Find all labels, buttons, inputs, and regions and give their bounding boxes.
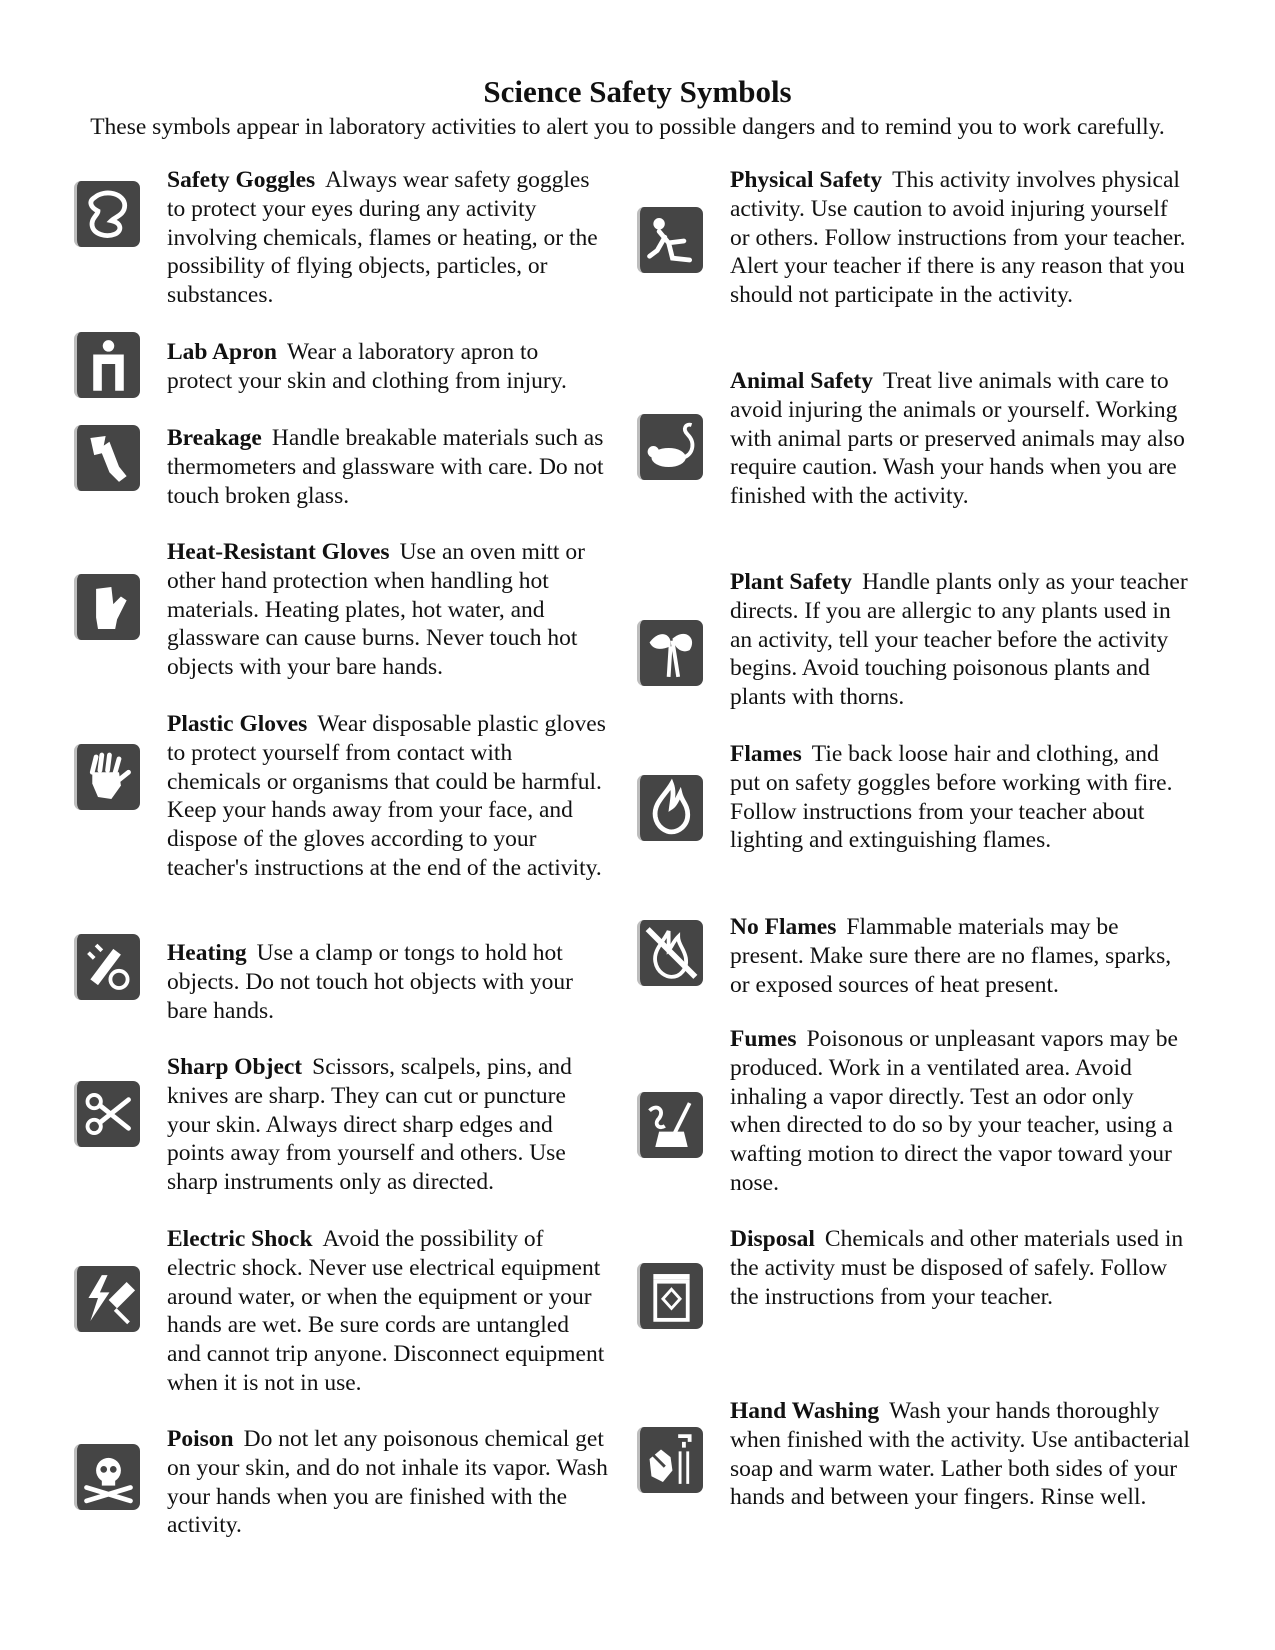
electric-shock-icon [74,1266,140,1332]
entry-body: Tie back loose hair and clothing, and put on safety goggles before working with fire. Follow instructions from your teacher about lighting and extinguishing flames. [730,741,1173,854]
entry-heading: Electric Shock [167,1226,313,1252]
page-subtitle: These symbols appear in laboratory activities to alert you to possible dangers and to remind you to work carefully. [90,114,1165,140]
disposal-icon [637,1263,703,1329]
entry-body: Do not let any poisonous chemical get on your skin, and do not inhale its vapor. Wash your hands when you are finished with the activity. [167,1426,608,1539]
animal-safety-icon [637,414,703,480]
entry-body: Flammable materials may be present. Make sure there are no flames, sparks, or exposed sources of heat present. [730,914,1172,998]
entry-heading: Plant Safety [730,569,853,595]
entry-body: Always wear safety goggles to protect your eyes during any activity involving chemicals, flames or heating, or the possibility of flying objects, particles, or substances. [167,167,598,309]
entry-heading: Hand Washing [730,1398,880,1424]
entry-body: Scissors, scalpels, pins, and knives are sharp. They can cut or puncture your skin. Always direct sharp edges and points away from yourself and others. Use sharp instruments only as directed. [167,1054,572,1196]
no-flames-icon [637,920,703,986]
entry-body: Use an oven mitt or other hand protection when handling hot materials. Heating plates, hot water, and glassware can cause burns. Never touch hot objects with your bare hands. [167,539,585,681]
entry-heading: Safety Goggles [167,167,316,193]
entry-heading: Breakage [167,425,262,451]
heating-icon [74,934,140,1000]
safety-goggles-icon [74,181,140,247]
entry-heading: Animal Safety [730,368,873,394]
physical-safety-icon [637,207,703,273]
entry-heading: Physical Safety [730,167,883,193]
entry-heading: Disposal [730,1226,815,1252]
poison-icon [74,1444,140,1510]
entry-heading: Heat-Resistant Gloves [167,539,390,565]
fumes-icon [637,1092,703,1158]
lab-apron-icon [74,332,140,398]
entry-body: Treat live animals with care to avoid injuring the animals or yourself. Working with animal parts or preserved animals may also require caution. Wash your hands when you are finished with the activity. [730,368,1185,510]
entry-heading: Poison [167,1426,234,1452]
page-title: Science Safety Symbols [483,74,792,109]
entry-body: Wash your hands thoroughly when finished with the activity. Use antibacterial soap and warm water. Lather both sides of your hands and between your fingers. Rinse well. [730,1398,1190,1511]
entry-body: Handle breakable materials such as thermometers and glassware with care. Do not touch broken glass. [167,425,604,509]
entry-body: Chemicals and other materials used in the activity must be disposed of safely. Follow the instructions from your teacher. [730,1226,1184,1310]
entry-heading: Fumes [730,1026,797,1052]
entry-body: Avoid the possibility of electric shock. Never use electrical equipment around water, or when the equipment or your hands are wet. Be sure cords are untangled and cannot trip anyone. Disconnect equipment when it is not in use. [167,1226,605,1396]
flames-icon [637,775,703,841]
entry-body: Poisonous or unpleasant vapors may be produced. Work in a ventilated area. Avoid inhaling a vapor directly. Test an odor only when directed to do so by your teacher, using a wafting motion to direct the vapor toward your nose. [730,1026,1178,1196]
entry-body: Wear disposable plastic gloves to protect yourself from contact with chemicals or organisms that could be harmful. Keep your hands away from your face, and dispose of the gloves according to your teacher's instructions at the end of the activity. [167,711,606,881]
heat-resistant-gloves-icon [74,574,140,640]
entry-heading: Plastic Gloves [167,711,308,737]
entry-heading: Flames [730,741,802,767]
hand-washing-icon [637,1427,703,1493]
plant-safety-icon [637,620,703,686]
entry-heading: Lab Apron [167,339,277,365]
entry-heading: No Flames [730,914,837,940]
entry-heading: Sharp Object [167,1054,303,1080]
breakage-icon [74,425,140,491]
entry-body: Use a clamp or tongs to hold hot objects. Do not touch hot objects with your bare hands. [167,940,573,1024]
plastic-gloves-icon [74,744,140,810]
sharp-object-icon [74,1081,140,1147]
entry-heading: Heating [167,940,247,966]
entry-body: This activity involves physical activity. Use caution to avoid injuring yourself or others. Follow instructions from your teacher. Alert your teacher if there is any reason that you should not participate in the activity. [730,167,1186,309]
entry-body: Handle plants only as your teacher directs. If you are allergic to any plants used in an activity, tell your teacher before the activity begins. Avoid touching poisonous plants and plants with thorns. [730,569,1188,711]
entry-body: Wear a laboratory apron to protect your skin and clothing from injury. [167,339,567,394]
